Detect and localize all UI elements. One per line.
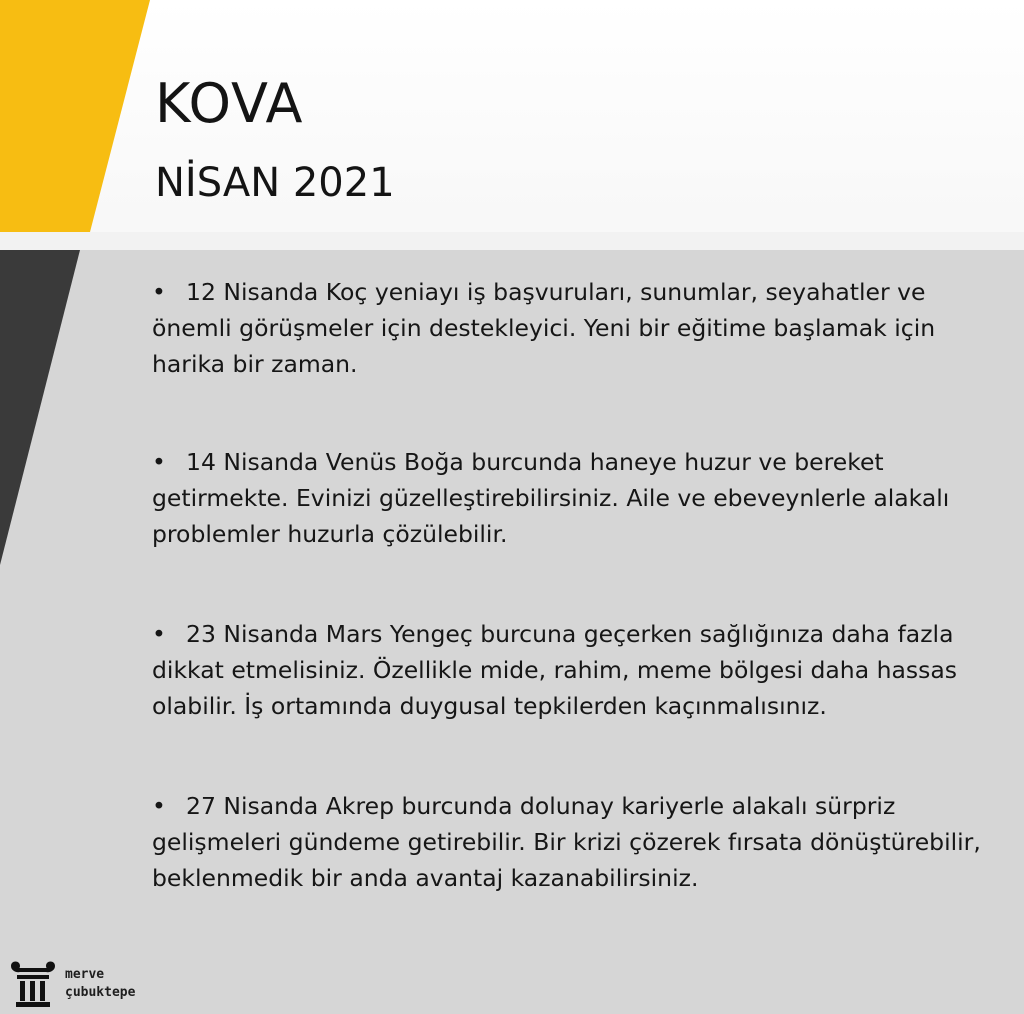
column-icon — [8, 958, 58, 1008]
bullet: • — [152, 448, 166, 476]
dark-accent-shape — [0, 250, 80, 570]
brand-line2: çubuktepe — [65, 985, 136, 1000]
page-subtitle: NİSAN 2021 — [155, 160, 395, 206]
page-title: KOVA — [155, 72, 304, 135]
brand-name — [65, 966, 135, 1002]
forecast-list — [152, 274, 982, 896]
bullet: • — [152, 792, 166, 820]
bullet: • — [152, 278, 166, 306]
brand-line1: merve — [65, 967, 105, 982]
list-item-text: 23 Nisanda Mars Yengeç burcuna geçerken sağlığınıza daha fazla dikkat etmelisiniz. Özellikle mide, rahim, meme bölgesi daha hassas olabilir. İş ortamında duygusal tepkilerden kaçınmalısınız. — [152, 620, 958, 720]
header-area — [0, 0, 1024, 250]
list-item — [152, 444, 982, 552]
list-item — [152, 788, 982, 896]
yellow-accent-shape — [0, 0, 150, 232]
list-item-text: 14 Nisanda Venüs Boğa burcunda haneye huzur ve bereket getirmekte. Evinizi güzelleştirebilirsiniz. Aile ve ebeveynlerle alakalı problemler huzurla çözülebilir. — [152, 448, 950, 548]
bullet: • — [152, 620, 166, 648]
divider-strip — [0, 232, 1024, 250]
list-item-text: 12 Nisanda Koç yeniayı iş başvuruları, sunumlar, seyahatler ve önemli görüşmeler için destekleyici. Yeni bir eğitime başlamak için harika bir zaman. — [152, 278, 936, 378]
list-item-text: 27 Nisanda Akrep burcunda dolunay kariyerle alakalı sürpriz gelişmeleri gündeme getirebilir. Bir krizi çözerek fırsata dönüştürebilir, beklenmedik bir anda avantaj kazanabilirsiniz. — [152, 792, 981, 892]
list-item — [152, 274, 982, 382]
list-item — [152, 616, 982, 724]
